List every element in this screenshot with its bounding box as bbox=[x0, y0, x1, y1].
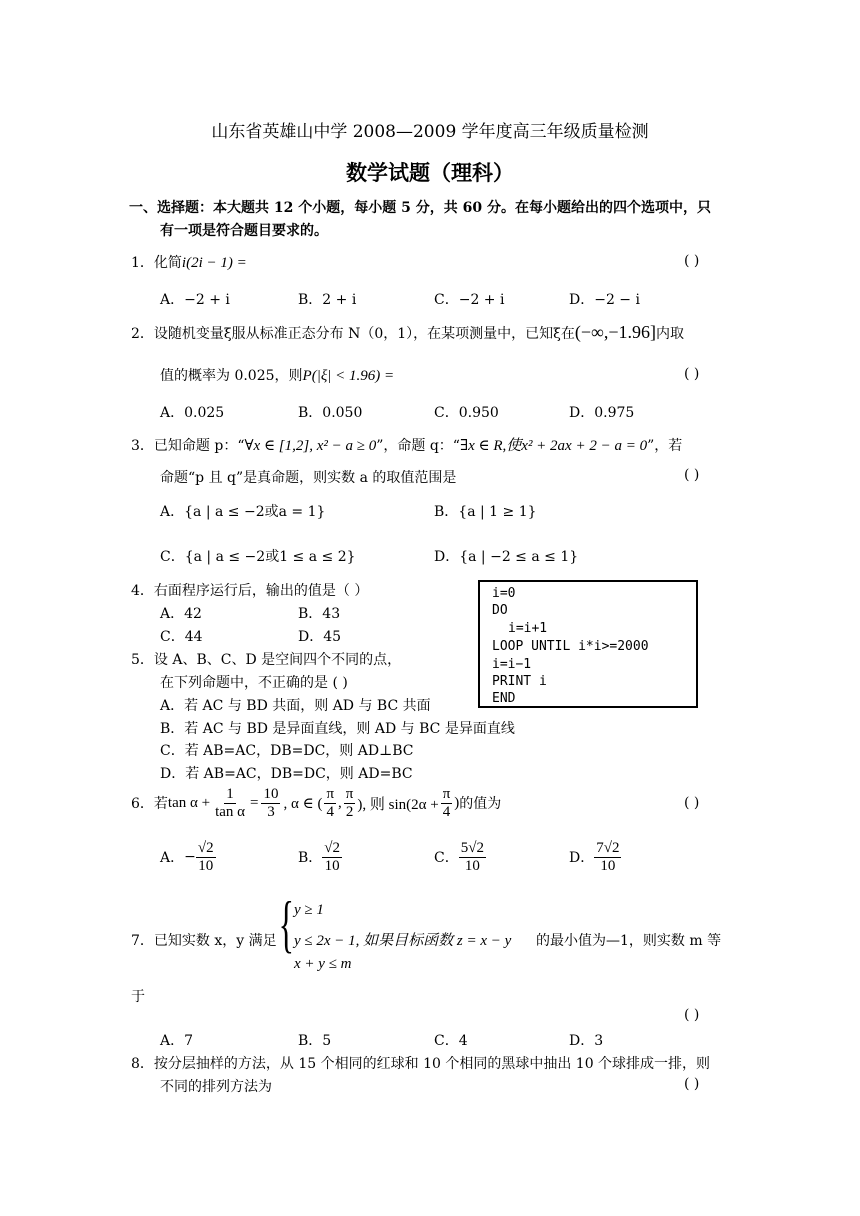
option-b-q3: B．{a | 1 ≥ 1} bbox=[434, 504, 537, 520]
question-6-tail: 的值为 bbox=[459, 796, 502, 812]
code-line: END bbox=[492, 691, 516, 706]
option-b-q5: B．若 AC 与 BD 是异面直线，则 AD 与 BC 是异面直线 bbox=[160, 721, 515, 737]
question-7-line2: 于 bbox=[131, 989, 145, 1005]
option-label: D． bbox=[569, 850, 595, 866]
option-a-q2: A．0.025 bbox=[160, 405, 225, 421]
fraction bbox=[594, 840, 621, 874]
fraction-numerator: π bbox=[345, 786, 354, 802]
option-b-q7: B．5 bbox=[298, 1033, 332, 1049]
fraction bbox=[441, 786, 453, 820]
option-b-q2: B．0.050 bbox=[298, 405, 363, 421]
option-label: A． bbox=[160, 850, 185, 866]
fraction-denominator: 10 bbox=[324, 857, 340, 874]
option-c-q4: C．44 bbox=[160, 629, 203, 645]
sin-expression: ), 则 sin(2α + bbox=[357, 796, 439, 813]
option-d-q4: D．45 bbox=[298, 629, 342, 645]
fraction bbox=[459, 840, 486, 874]
code-line: i=i+1 bbox=[508, 621, 548, 636]
question-1-label: 1．化简 bbox=[131, 255, 182, 271]
question-3-text-b: ”，命题 q：“ bbox=[376, 438, 460, 454]
answer-blank-q8[interactable]: ( ) bbox=[684, 1076, 700, 1092]
fraction-numerator: 7√2 bbox=[596, 840, 620, 856]
option-label: C． bbox=[434, 850, 459, 866]
fraction bbox=[322, 840, 342, 874]
code-line: PRINT i bbox=[492, 674, 547, 689]
fraction-numerator: 1 bbox=[226, 786, 234, 802]
fraction-denominator: 2 bbox=[345, 803, 354, 820]
fraction bbox=[196, 840, 216, 874]
question-2-line1 bbox=[131, 322, 684, 343]
answer-blank-q6[interactable]: ( ) bbox=[684, 795, 700, 811]
equals-sign: = bbox=[250, 794, 259, 811]
question-8-line1: 8．按分层抽样的方法，从 15 个相同的红球和 10 个相同的黑球中抽出 10 个球排成一排，则 bbox=[131, 1056, 711, 1072]
option-b-q1: B．2 + i bbox=[298, 292, 357, 308]
fraction-numerator: 10 bbox=[263, 786, 279, 802]
alpha-range: , α ∈ ( bbox=[283, 795, 323, 812]
question-2-expression: P(|ξ| < 1.96) = bbox=[302, 368, 395, 384]
fraction bbox=[261, 786, 280, 820]
fraction bbox=[324, 786, 336, 820]
question-3-text-a: 3．已知命题 p：“ bbox=[131, 438, 245, 454]
fraction-denominator: 10 bbox=[198, 857, 214, 874]
fraction-denominator: 4 bbox=[326, 803, 334, 820]
code-line: i=i−1 bbox=[492, 657, 532, 672]
fraction-denominator: tan α bbox=[215, 803, 246, 820]
question-4-stem: 4．右面程序运行后，输出的值是（ ） bbox=[131, 583, 369, 599]
question-2-text2: 值的概率为 0.025，则 bbox=[160, 368, 303, 384]
program-code-box bbox=[478, 580, 698, 708]
option-d-q6 bbox=[569, 840, 621, 874]
question-1-expression: i(2i − 1) = bbox=[181, 255, 247, 271]
question-6-stem bbox=[131, 786, 501, 820]
answer-blank-q1[interactable]: ( ) bbox=[684, 253, 700, 269]
answer-blank-q7[interactable]: ( ) bbox=[684, 1007, 700, 1023]
question-3-expression-q: ∃x ∈ R,使x² + 2ax + 2 − a = 0 bbox=[459, 438, 648, 454]
fraction bbox=[213, 786, 247, 820]
option-d-q2: D．0.975 bbox=[569, 405, 635, 421]
option-a-q3: A．{a | a ≤ −2或a = 1} bbox=[160, 504, 326, 520]
question-2-text: 2．设随机变量ξ服从标准正态分布 N（0，1），在某项测量中，已知ξ在 bbox=[131, 326, 575, 342]
option-c-q7: C．4 bbox=[434, 1033, 468, 1049]
option-a-q7: A．7 bbox=[160, 1033, 194, 1049]
close-paren: ) bbox=[454, 794, 460, 811]
exam-header: 山东省英雄山中学 2008—2009 学年度高三年级质量检测 bbox=[211, 122, 649, 142]
question-3-expression-p: ∀x ∈ [1,2], x² − a ≥ 0 bbox=[244, 438, 377, 454]
option-label: B． bbox=[298, 850, 323, 866]
fraction-denominator: 4 bbox=[442, 803, 451, 820]
fraction-numerator: √2 bbox=[197, 840, 214, 856]
fraction-numerator: 5√2 bbox=[460, 840, 484, 856]
constraint-3: x + y ≤ m bbox=[294, 956, 352, 972]
question-7-tail: 的最小值为—1，则实数 m 等 bbox=[536, 933, 722, 949]
fraction-numerator: π bbox=[326, 786, 335, 802]
question-6-label: 6．若 bbox=[131, 796, 168, 812]
option-c-q1: C．−2 + i bbox=[434, 292, 505, 308]
question-6-tan: tan α + bbox=[167, 794, 211, 811]
question-5-line1: 5．设 A、B、C、D 是空间四个不同的点， bbox=[131, 652, 402, 668]
option-c-q2: C．0.950 bbox=[434, 405, 499, 421]
option-sign: − bbox=[184, 849, 196, 865]
code-line: LOOP UNTIL i*i>=2000 bbox=[492, 639, 649, 654]
option-a-q4: A．42 bbox=[160, 606, 202, 622]
comma: , bbox=[338, 794, 342, 811]
section-instructions-line1: 一、选择题：本大题共 12 个小题，每小题 5 分，共 60 分。在每小题给出的四个选项中，只 bbox=[129, 200, 711, 216]
option-d-q3: D．{a | −2 ≤ a ≤ 1} bbox=[434, 549, 579, 565]
fraction-denominator: 10 bbox=[464, 857, 480, 874]
fraction-denominator: 10 bbox=[600, 857, 616, 874]
question-2-interval: (−∞,−1.96] bbox=[574, 322, 656, 342]
option-d-q1: D．−2 − i bbox=[569, 292, 640, 308]
page-title: 数学试题（理科） bbox=[346, 160, 514, 185]
option-a-q6 bbox=[160, 840, 216, 874]
option-c-q3: C．{a | a ≤ −2或1 ≤ a ≤ 2} bbox=[160, 549, 356, 565]
option-b-q6 bbox=[298, 840, 342, 874]
code-line: i=0 bbox=[492, 586, 516, 601]
constraint-1: y ≥ 1 bbox=[294, 902, 324, 918]
question-3-line2: 命题“p 且 q”是真命题，则实数 a 的取值范围是 bbox=[160, 470, 457, 486]
option-b-q4: B．43 bbox=[298, 606, 341, 622]
fraction bbox=[344, 786, 356, 820]
question-2-line2 bbox=[160, 365, 394, 385]
fraction-numerator: √2 bbox=[324, 840, 341, 856]
option-c-q5: C．若 AB=AC，DB=DC，则 AD⊥BC bbox=[160, 743, 414, 759]
option-a-q1: A．−2 + i bbox=[160, 292, 230, 308]
fraction-numerator: π bbox=[442, 786, 451, 802]
question-2-text-end: 内取 bbox=[655, 326, 684, 342]
question-3-line1 bbox=[131, 434, 682, 455]
option-d-q5: D．若 AB=AC，DB=DC，则 AD=BC bbox=[160, 766, 413, 782]
question-1-stem bbox=[131, 252, 247, 272]
option-c-q6 bbox=[434, 840, 486, 874]
question-3-text-c: ”，若 bbox=[647, 438, 683, 454]
section-instructions-line2: 有一项是符合题目要求的。 bbox=[160, 223, 328, 239]
option-a-q5: A．若 AC 与 BD 共面，则 AD 与 BC 共面 bbox=[160, 698, 431, 714]
constraint-2: y ≤ 2x − 1, 如果目标函数 z = x − y bbox=[294, 933, 512, 949]
question-5-line2: 在下列命题中，不正确的是 ( ) bbox=[160, 675, 348, 691]
option-d-q7: D．3 bbox=[569, 1033, 604, 1049]
answer-blank-q2[interactable]: ( ) bbox=[684, 366, 700, 382]
question-8-line2: 不同的排列方法为 bbox=[160, 1079, 272, 1095]
answer-blank-q3[interactable]: ( ) bbox=[684, 467, 700, 483]
fraction-denominator: 3 bbox=[267, 803, 275, 820]
question-7-label: 7．已知实数 x，y 满足 bbox=[131, 933, 277, 949]
code-line: DO bbox=[492, 603, 508, 618]
brace-icon: { bbox=[278, 888, 295, 959]
